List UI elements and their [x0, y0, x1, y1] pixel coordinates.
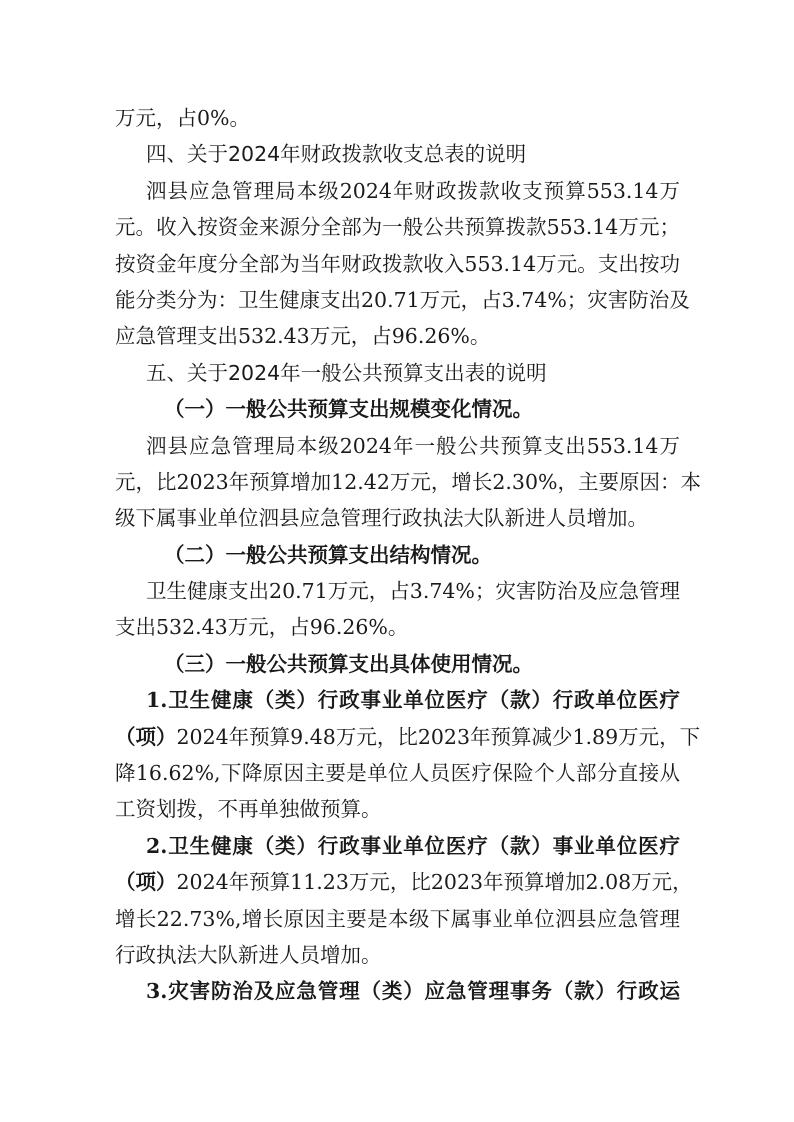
text-line: 万元，占0%。 — [115, 106, 251, 130]
paragraph-line: 增长22.73%,增长原因主要是本级下属事业单位泗县应急管理 — [115, 906, 680, 931]
item-label-1: （项） — [115, 724, 177, 749]
paragraph-line: 元。收入按资金来源分全部为一般公共预算拨款553.14万元； — [115, 215, 680, 240]
subsection-heading-3: （三）一般公共预算支出具体使用情况。 — [164, 651, 533, 676]
item-text-2: 2024年预算11.23万元，比2023年预算增加2.08万元， — [176, 870, 693, 895]
paragraph-line: 级下属事业单位泗县应急管理行政执法大队新进人员增加。 — [115, 506, 648, 531]
item-heading-2: 2.卫生健康（类）行政事业单位医疗（款）事业单位医疗 — [146, 833, 680, 858]
paragraph-line: 元，比2023年预算增加12.42万元，增长2.30%，主要原因：本 — [115, 469, 701, 494]
paragraph-line — [115, 719, 701, 755]
paragraph-line: 工资划拨，不再单独做预算。 — [115, 797, 382, 822]
section-heading-4: 四、关于2024年财政拨款收支总表的说明 — [146, 142, 527, 167]
section-heading-5: 五、关于2024年一般公共预算支出表的说明 — [146, 360, 547, 385]
paragraph-line: 降16.62%,下降原因主要是单位人员医疗保险个人部分直接从 — [115, 761, 680, 786]
paragraph-line: 泗县应急管理局本级2024年一般公共预算支出553.14万 — [146, 433, 680, 458]
item-heading-1: 1.卫生健康（类）行政事业单位医疗（款）行政单位医疗 — [146, 688, 680, 713]
document-body — [115, 100, 701, 1010]
paragraph-line: 行政执法大队新进人员增加。 — [115, 942, 382, 967]
subsection-heading-1: （一）一般公共预算支出规模变化情况。 — [164, 397, 533, 422]
subsection-heading-2: （二）一般公共预算支出结构情况。 — [164, 542, 492, 567]
paragraph-line — [115, 864, 693, 900]
paragraph-line: 应急管理支出532.43万元，占96.26%。 — [115, 324, 491, 349]
paragraph-line: 支出532.43万元，占96.26%。 — [115, 615, 409, 640]
paragraph-line: 按资金年度分全部为当年财政拨款收入553.14万元。支出按功 — [115, 251, 680, 276]
item-label-2: （项） — [115, 870, 177, 895]
paragraph-line: 能分类分为：卫生健康支出20.71万元，占3.74%；灾害防治及 — [115, 287, 690, 312]
paragraph-line: 卫生健康支出20.71万元，占3.74%；灾害防治及应急管理 — [146, 579, 680, 604]
item-heading-3: 3.灾害防治及应急管理（类）应急管理事务（款）行政运 — [146, 979, 680, 1004]
item-text-1: 2024年预算9.48万元，比2023年预算减少1.89万元，下 — [176, 724, 701, 749]
paragraph-line: 泗县应急管理局本级2024年财政拨款收支预算553.14万 — [146, 178, 680, 203]
